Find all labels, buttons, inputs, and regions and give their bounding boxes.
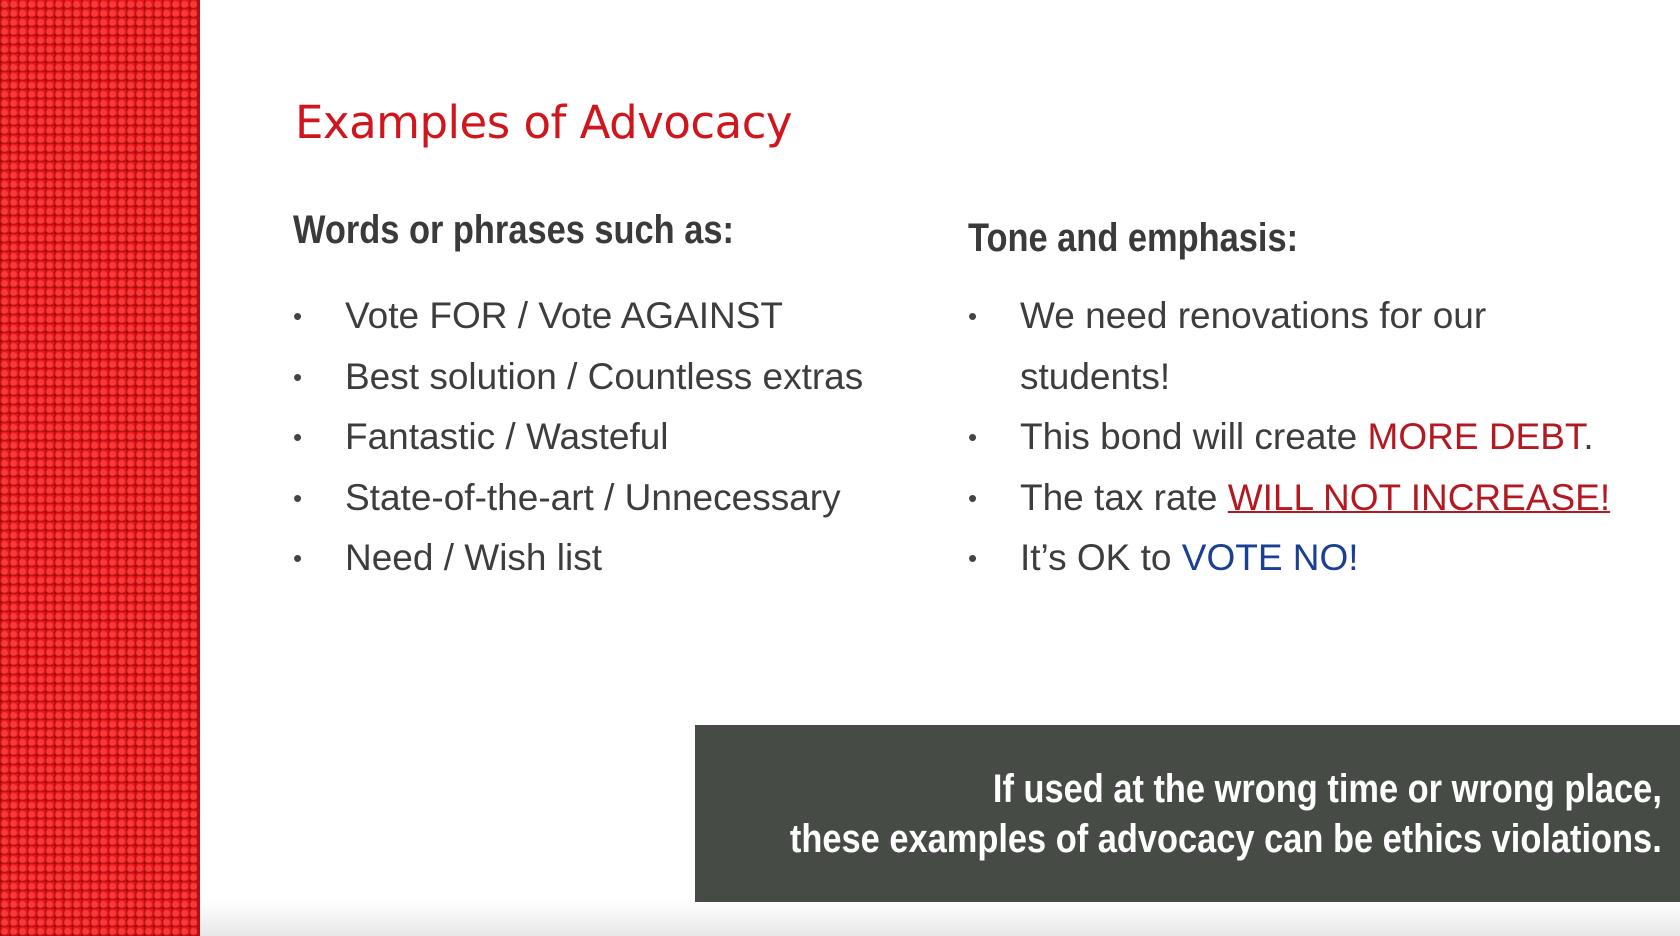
left-bullet-list [293,286,933,589]
list-item: • Best solution / Countless extras [293,347,933,408]
list-item: • State-of-the-art / Unnecessary [293,468,933,529]
bullet-icon: • [968,482,978,513]
bullet-icon: • [293,482,303,513]
list-item: • The tax rate WILL NOT INCREASE! [968,468,1658,529]
list-item: • It’s OK to VOTE NO! [968,528,1658,589]
list-item: • Vote FOR / Vote AGAINST [293,286,933,347]
bullet-icon: • [293,361,303,392]
bullet-icon: • [968,543,978,573]
right-bullet-list [968,286,1658,589]
ethics-callout-box [695,725,1680,902]
left-column-heading: Words or phrases such as: [293,208,734,252]
list-item: • Need / Wish list [293,528,933,589]
slide-title: Examples of Advocacy [295,96,793,149]
emphasis-text: VOTE NO! [1181,537,1359,578]
list-item: • Fantastic / Wasteful [293,407,933,468]
bullet-icon: • [968,301,978,331]
callout-line-2: these examples of advocacy can be ethics violations. [790,816,1662,861]
list-item: • We need renovations for our students! [968,286,1658,407]
callout-line-1: If used at the wrong time or wrong place, [993,766,1662,811]
right-column-heading: Tone and emphasis: [968,216,1299,260]
emphasis-text: MORE DEBT [1367,416,1584,457]
decorative-red-sidebar [0,0,197,936]
list-item-continuation: students! [1020,355,1171,397]
emphasis-text: WILL NOT INCREASE! [1227,476,1611,518]
slide-bottom-shade [200,900,1680,936]
bullet-icon: • [293,543,303,573]
bullet-icon: • [293,422,303,452]
bullet-icon: • [293,301,303,331]
bullet-icon: • [968,422,978,452]
list-item: • This bond will create MORE DEBT. [968,407,1658,468]
